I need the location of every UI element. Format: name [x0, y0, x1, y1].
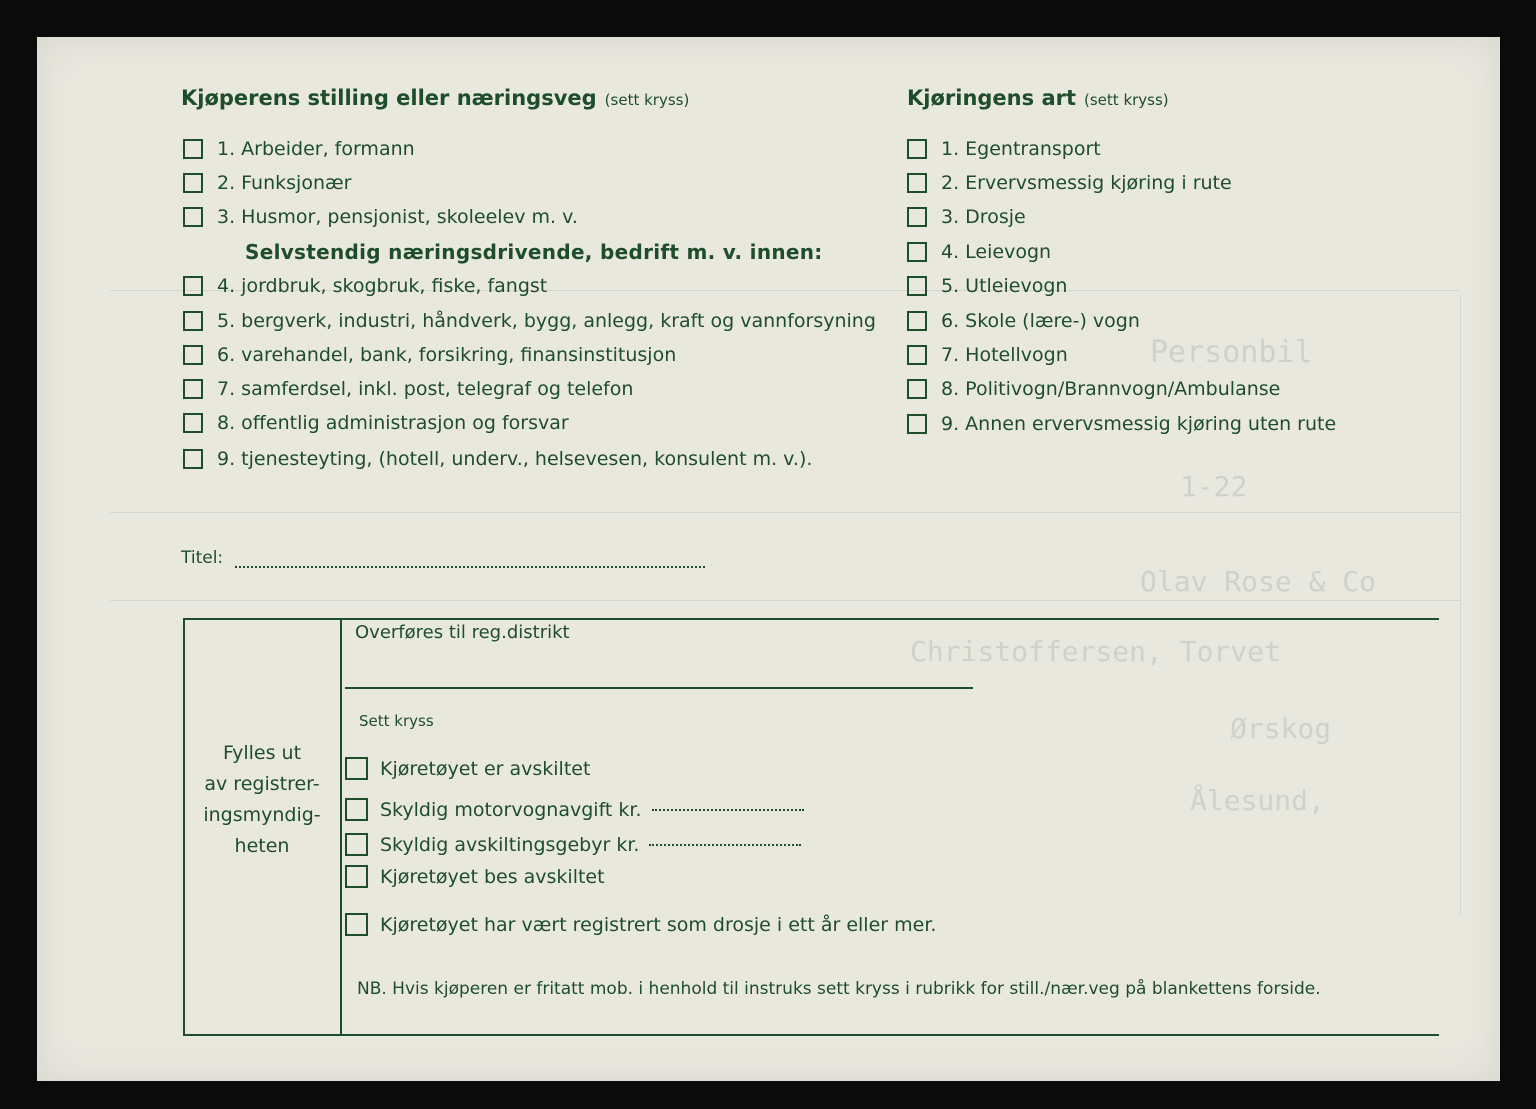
driving-option-9[interactable] [907, 413, 1336, 435]
occupation-option-5[interactable] [183, 310, 876, 332]
checkbox[interactable] [345, 833, 368, 856]
side-label-line: ingsmyndig- [203, 804, 321, 826]
vehicle-tax-amount-line[interactable] [652, 808, 804, 811]
checkbox[interactable] [183, 345, 203, 365]
bleed-through-text: 1-22 [1180, 470, 1248, 503]
driving-type-note: (sett kryss) [1084, 91, 1169, 109]
registry-check-vehicle-tax[interactable] [345, 798, 804, 821]
driving-label: 7. Hotellvogn [941, 344, 1068, 366]
buyer-occupation-title: Kjøperens stilling eller næringsveg [181, 86, 597, 110]
driving-label: 3. Drosje [941, 206, 1026, 228]
bleed-through-text: Christoffersen, Torvet [910, 635, 1281, 668]
check-instruction: Sett kryss [359, 712, 434, 730]
occupation-label: 1. Arbeider, formann [217, 138, 415, 160]
driving-option-4[interactable] [907, 241, 1051, 263]
side-label-line: av registrer- [204, 773, 320, 795]
occupation-label: 5. bergverk, industri, håndverk, bygg, anlegg, kraft og vannforsyning [217, 310, 876, 332]
occupation-label: 6. varehandel, bank, forsikring, finansinstitusjon [217, 344, 677, 366]
occupation-option-7[interactable] [183, 378, 633, 400]
driving-label: 2. Ervervsmessig kjøring i rute [941, 172, 1232, 194]
bleed-through-text: Ålesund, [1190, 784, 1325, 817]
driving-label: 8. Politivogn/Brannvogn/Ambulanse [941, 378, 1281, 400]
occupation-option-4[interactable] [183, 275, 547, 297]
checkbox[interactable] [345, 757, 368, 780]
occupation-label: 8. offentlig administrasjon og forsvar [217, 412, 569, 434]
checkbox[interactable] [183, 379, 203, 399]
self-employed-subheading: Selvstendig næringsdrivende, bedrift m. v. innen: [245, 240, 823, 264]
title-field[interactable] [181, 548, 705, 568]
driving-label: 6. Skole (lære-) vogn [941, 310, 1140, 332]
registry-check-taxi-one-year[interactable] [345, 913, 936, 936]
driving-option-7[interactable] [907, 344, 1068, 366]
checkbox[interactable] [183, 207, 203, 227]
side-label-line: heten [234, 835, 290, 857]
transfer-district-line[interactable] [345, 687, 973, 689]
side-label-line: Fylles ut [222, 742, 302, 764]
occupation-label: 7. samferdsel, inkl. post, telegraf og telefon [217, 378, 634, 400]
occupation-label: 9. tjenesteyting, (hotell, underv., helsevesen, konsulent m. v.). [217, 448, 813, 470]
bleed-through-text: Personbil [1150, 335, 1313, 370]
deregistration-fee-amount-line[interactable] [649, 843, 801, 846]
driving-option-6[interactable] [907, 310, 1140, 332]
check-label: Skyldig motorvognavgift kr. [380, 798, 642, 821]
occupation-label: 3. Husmor, pensjonist, skoleelev m. v. [217, 206, 578, 228]
checkbox[interactable] [183, 311, 203, 331]
registry-side-label [183, 738, 341, 862]
driving-label: 9. Annen ervervsmessig kjøring uten rute [941, 413, 1337, 435]
checkbox[interactable] [345, 798, 368, 821]
occupation-option-8[interactable] [183, 412, 569, 434]
bleed-through-text: Olav Rose & Co [1140, 565, 1377, 598]
checkbox[interactable] [907, 311, 927, 331]
bleed-through-rule [110, 600, 1460, 601]
checkbox[interactable] [907, 139, 927, 159]
driving-option-8[interactable] [907, 378, 1280, 400]
driving-label: 1. Egentransport [941, 138, 1101, 160]
checkbox[interactable] [183, 449, 203, 469]
checkbox[interactable] [907, 276, 927, 296]
check-label: Kjøretøyet har vært registrert som drosje i ett år eller mer. [380, 913, 937, 936]
checkbox[interactable] [907, 414, 927, 434]
driving-type-heading [907, 86, 1169, 110]
registry-check-deregistration-fee[interactable] [345, 833, 801, 856]
transfer-district-label: Overføres til reg.distrikt [355, 622, 570, 643]
checkbox[interactable] [183, 173, 203, 193]
buyer-occupation-heading [181, 86, 689, 110]
checkbox[interactable] [907, 207, 927, 227]
bleed-through-text: Ørskog [1230, 712, 1332, 745]
checkbox[interactable] [907, 173, 927, 193]
checkbox[interactable] [183, 139, 203, 159]
registry-check-request-deregistration[interactable] [345, 865, 605, 888]
registry-box-top-border [183, 618, 1439, 620]
checkbox[interactable] [345, 913, 368, 936]
checkbox[interactable] [183, 413, 203, 433]
occupation-label: 4. jordbruk, skogbruk, fiske, fangst [217, 275, 548, 297]
checkbox[interactable] [907, 379, 927, 399]
checkbox[interactable] [345, 865, 368, 888]
registry-box-bottom-border [183, 1034, 1439, 1036]
driving-label: 5. Utleievogn [941, 275, 1068, 297]
check-label: Kjøretøyet bes avskiltet [380, 865, 605, 888]
registry-check-deregistered[interactable] [345, 757, 590, 780]
occupation-option-6[interactable] [183, 344, 676, 366]
driving-option-5[interactable] [907, 275, 1067, 297]
checkbox[interactable] [907, 345, 927, 365]
check-label: Kjøretøyet er avskiltet [380, 757, 591, 780]
driving-option-2[interactable] [907, 172, 1232, 194]
occupation-option-2[interactable] [183, 172, 351, 194]
bleed-through-rule [1460, 295, 1461, 915]
checkbox[interactable] [907, 242, 927, 262]
driving-option-3[interactable] [907, 206, 1026, 228]
occupation-option-3[interactable] [183, 206, 578, 228]
occupation-option-1[interactable] [183, 138, 415, 160]
title-label: Titel: [181, 548, 224, 568]
driving-label: 4. Leievogn [941, 241, 1052, 263]
occupation-option-9[interactable] [183, 448, 812, 470]
check-label: Skyldig avskiltingsgebyr kr. [380, 833, 640, 856]
occupation-label: 2. Funksjonær [217, 172, 352, 194]
buyer-occupation-note: (sett kryss) [604, 91, 690, 109]
title-input-line[interactable] [235, 565, 705, 568]
driving-type-title: Kjøringens art [907, 86, 1077, 110]
driving-option-1[interactable] [907, 138, 1101, 160]
checkbox[interactable] [183, 276, 203, 296]
bleed-through-rule [110, 512, 1460, 513]
military-exemption-note: NB. Hvis kjøperen er fritatt mob. i henhold til instruks sett kryss i rubrikk for still./nær.veg på blankettens forside. [357, 979, 1321, 999]
